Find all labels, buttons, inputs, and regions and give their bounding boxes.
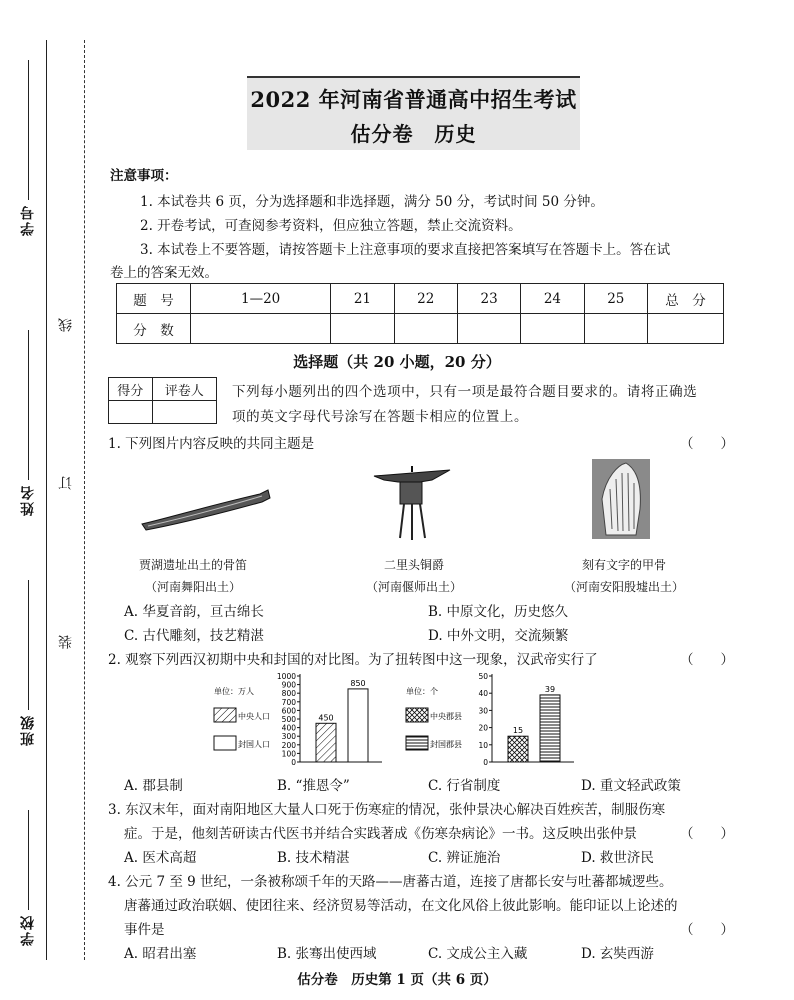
note-item: 卷上的答案无效。 [110,265,218,281]
option-a[interactable]: A. 昭君出塞 [124,946,197,962]
legend-swatch [214,736,236,750]
option-d[interactable]: D. 救世济民 [581,850,654,866]
grader-table [108,377,217,424]
option-d[interactable]: D. 重文轻武政策 [581,778,681,794]
image-caption: 刻有文字的甲骨 [581,558,666,572]
option-c[interactable]: C. 辨证施治 [428,850,501,866]
score-cell[interactable] [584,314,647,344]
answer-paren[interactable]: （ ） [680,826,734,842]
legend-label: 中央郡县 [430,712,462,721]
y-tick-label: 800 [281,689,296,699]
score-header-cell: 25 [584,284,647,314]
title-banner [247,76,580,150]
bar-value-label: 850 [350,678,366,688]
y-tick-label: 400 [281,723,296,733]
legend-swatch [406,708,428,722]
y-tick-label: 30 [478,706,488,716]
note-item: 2. 开卷考试，可查阅参考资料，但应独立答题，禁止交流资料。 [140,218,522,234]
bar [540,695,560,762]
grader-header: 得分 [109,378,153,401]
score-cell[interactable] [394,314,457,344]
score-header-cell: 题 号 [117,284,191,314]
option-b[interactable]: B. “推恩令” [277,778,350,794]
cut-mark: 装 [58,635,74,649]
score-table [116,283,724,344]
grader-cell[interactable] [109,401,153,424]
notes-title: 注意事项： [110,168,178,184]
answer-paren[interactable]: （ ） [680,652,734,668]
y-tick-label: 200 [281,740,296,750]
score-header-cell: 总 分 [648,284,724,314]
score-header-cell: 21 [331,284,394,314]
note-item: 3. 本试卷上不要答题，请按答题卡上注意事项的要求直接把答案填写在答题卡上。答在试 [140,242,671,258]
score-header-cell: 24 [521,284,584,314]
legend-label: 封国人口 [238,740,270,749]
y-tick-label: 0 [483,758,488,767]
y-tick-label: 10 [478,740,488,750]
bar-value-label: 15 [512,726,524,736]
class-field[interactable]: 班级 [14,580,42,746]
score-row-label: 分 数 [117,314,191,344]
bar-value-label: 450 [318,713,334,723]
note-item: 1. 本试卷共 6 页，分为选择题和非选择题，满分 50 分，考试时间 50 分钟。 [140,194,604,210]
score-table-score-row [117,314,724,344]
legend-swatch [214,708,236,722]
legend-label: 中央人口 [238,712,270,721]
question-2-stem: 2. 观察下列西汉初期中央和封国的对比图。为了扭转图中这一现象，汉武帝实行了 [108,652,598,668]
y-tick-label: 500 [281,715,296,724]
option-b[interactable]: B. 张骞出使西域 [277,946,377,962]
image-caption: 贾湖遗址出土的骨笛 [138,558,247,572]
legend-label: 封国郡县 [430,740,462,749]
option-a[interactable]: A. 华夏音韵，亘古绵长 [124,604,264,620]
binding-line [46,40,47,960]
score-cell[interactable] [648,314,724,344]
cut-mark: 线 [58,318,74,332]
legend-swatch [406,736,428,750]
grader-cell[interactable] [152,401,216,424]
image-caption: 二里头铜爵 [383,558,444,572]
y-tick-label: 900 [281,680,296,690]
chart-unit-label: 单位：个 [406,687,438,696]
option-d[interactable]: D. 玄奘西游 [581,946,654,962]
question-3-stem: 3. 东汉末年，面对南阳地区大量人口死于伤寒症的情况，张仲景决心解决百姓疾苦，制服伤寒 [108,802,666,818]
bronze-jue-image [372,466,452,542]
question-4-stem: 唐蕃通过政治联姻、使团往来、经济贸易等活动，在文化风俗上彼此影响。能印证以上论述的 [124,898,678,914]
y-tick-label: 20 [478,723,488,733]
score-header-cell: 1—20 [191,284,331,314]
option-c[interactable]: C. 行省制度 [428,778,501,794]
score-cell[interactable] [191,314,331,344]
option-b[interactable]: B. 中原文化，历史悠久 [428,604,569,620]
section-instruction: 项的英文字母代号涂写在答题卡相应的位置上。 [232,409,529,425]
question-3-stem: 症。于是，他刻苦研读古代医书并结合实践著成《伤寒杂病论》一书。这反映出张仲景 [124,826,637,842]
name-field[interactable]: 姓名 [14,330,42,516]
score-cell[interactable] [331,314,394,344]
population-chart [210,670,390,770]
option-c[interactable]: C. 古代雕刻，技艺精湛 [124,628,264,644]
question-4-stem: 事件是 [124,922,165,938]
bar [508,736,528,762]
score-cell[interactable] [521,314,584,344]
y-tick-label: 600 [281,706,296,716]
y-tick-label: 50 [478,672,488,681]
y-tick-label: 100 [281,749,296,759]
cut-mark: 订 [58,476,74,490]
cut-line [84,40,85,960]
option-a[interactable]: A. 医术高超 [124,850,197,866]
option-c[interactable]: C. 文成公主入藏 [428,946,528,962]
section-instruction: 下列每小题列出的四个选项中，只有一项是最符合题目要求的。请将正确选 [232,384,698,400]
answer-paren[interactable]: （ ） [680,922,734,938]
bar [316,723,336,762]
counties-chart [402,670,582,770]
score-header-cell: 22 [394,284,457,314]
student-id-field[interactable]: 学号 [14,60,42,236]
image-caption: （河南偃师出土） [365,580,462,594]
exam-title: 2022 年河南省普通高中招生考试 [250,87,577,112]
question-4-stem: 4. 公元 7 至 9 世纪，一条被称颂千年的天路——唐蕃古道，连接了唐都长安与吐蕃都城逻些。 [108,874,673,890]
score-header-cell: 23 [457,284,520,314]
chart-unit-label: 单位：万人 [214,687,254,696]
section-title: 选择题（共 20 小题，20 分） [293,353,501,371]
bar-value-label: 39 [544,684,556,694]
y-tick-label: 0 [291,758,296,767]
bar [348,689,368,762]
y-tick-label: 1000 [276,672,296,681]
answer-paren[interactable]: （ ） [680,436,734,452]
score-cell[interactable] [457,314,520,344]
exam-subtitle: 估分卷 历史 [350,122,477,146]
page-footer: 估分卷 历史第 1 页（共 6 页） [297,972,497,988]
school-field[interactable]: 学校 [14,810,42,946]
option-a[interactable]: A. 郡县制 [124,778,183,794]
option-d[interactable]: D. 中外文明，交流频繁 [428,628,569,644]
y-tick-label: 40 [478,689,488,699]
oracle-bone-image [592,459,650,539]
option-b[interactable]: B. 技术精湛 [277,850,350,866]
question-1-stem: 1. 下列图片内容反映的共同主题是 [108,436,315,452]
y-tick-label: 700 [281,697,296,707]
score-table-header-row [117,284,724,314]
image-caption: （河南舞阳出土） [144,580,241,594]
image-caption: （河南安阳殷墟出土） [563,580,684,594]
y-tick-label: 300 [281,732,296,742]
bone-flute-image [138,484,273,532]
grader-header: 评卷人 [152,378,216,401]
